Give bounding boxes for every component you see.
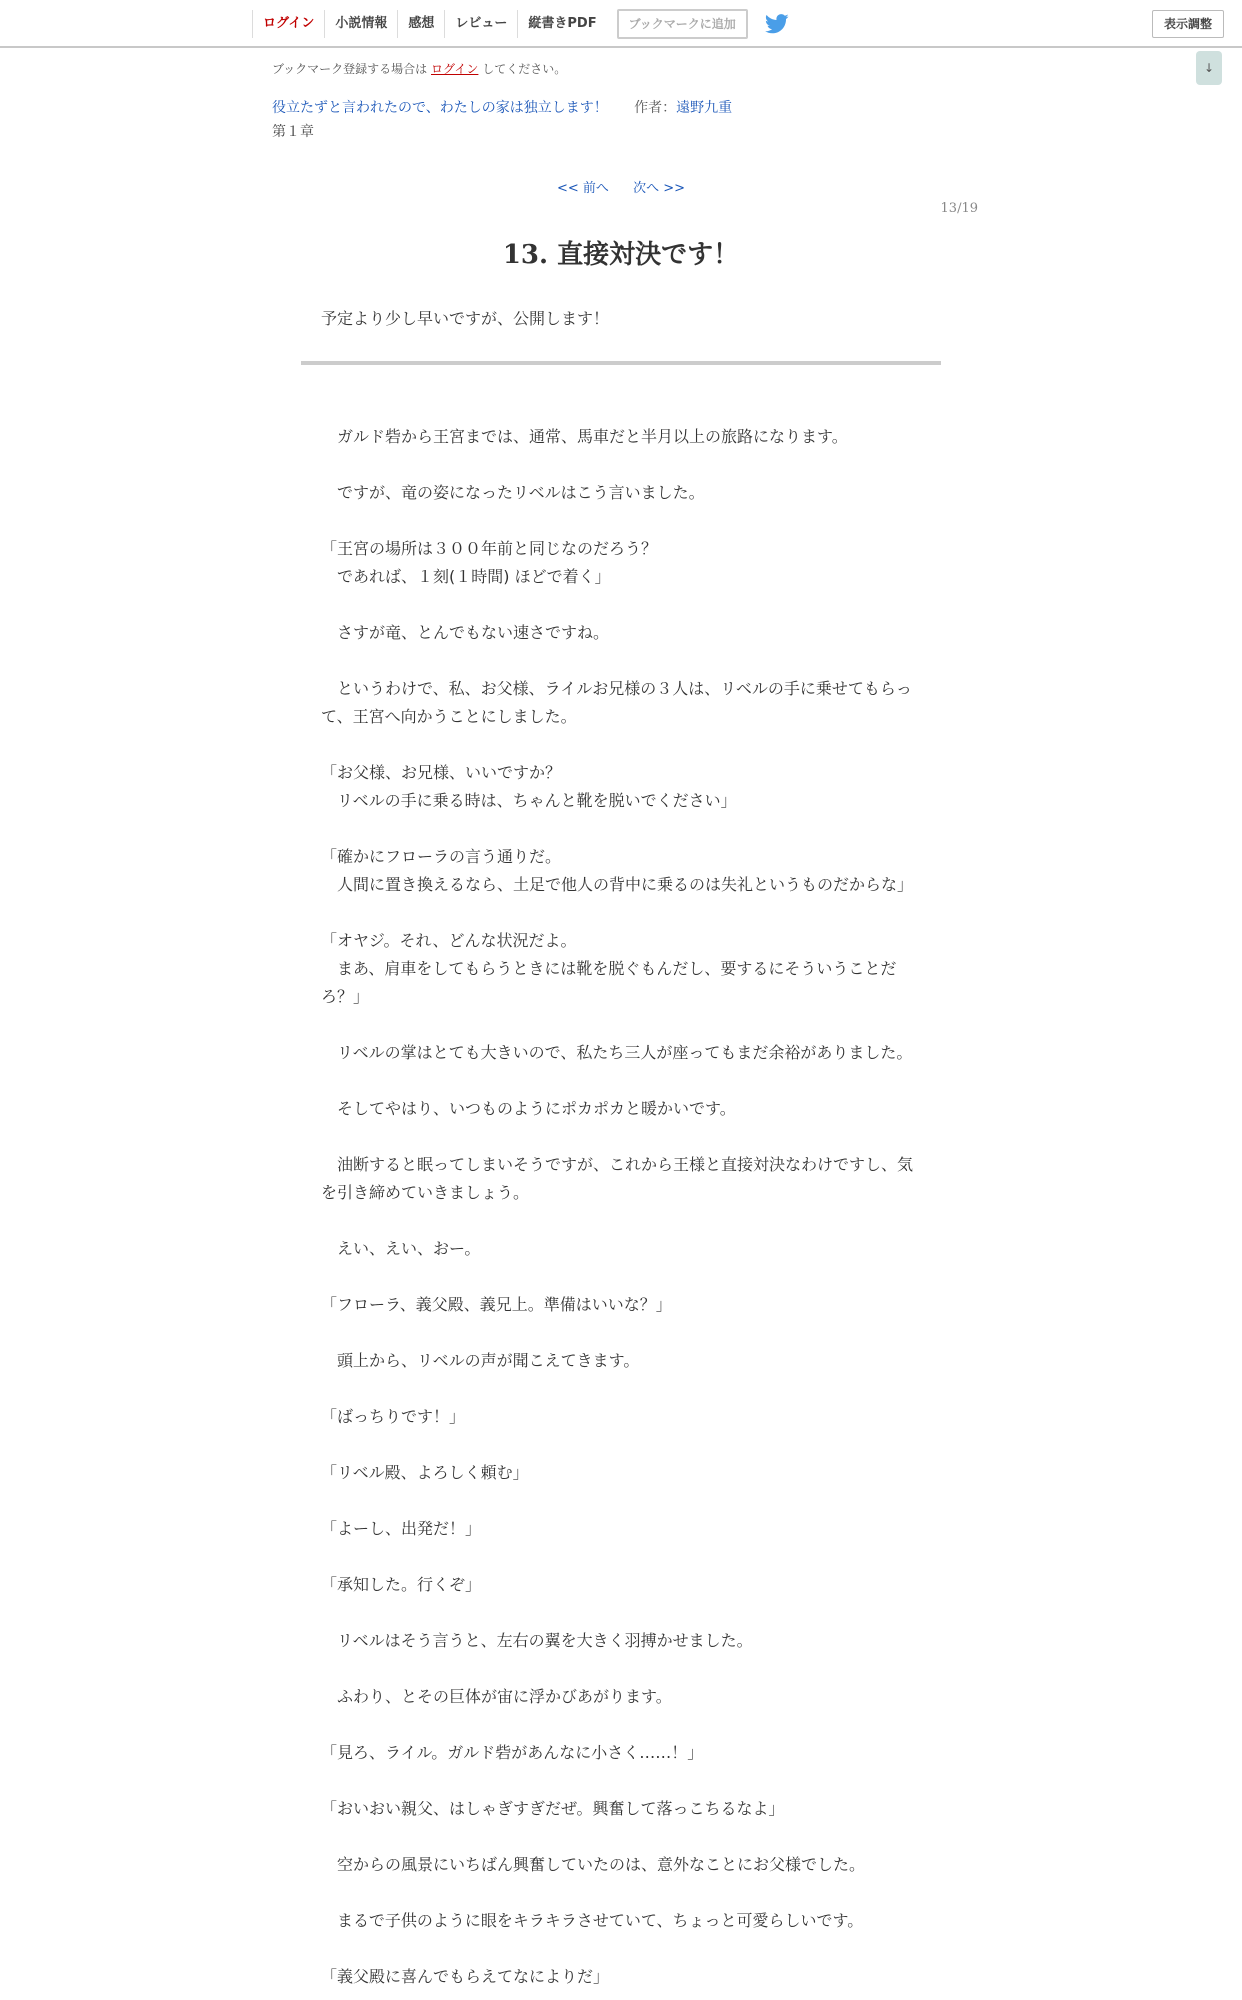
body-line: ふわり、とその巨体が宙に浮かびあがります。	[321, 1687, 672, 1706]
novel-info-line	[272, 97, 732, 117]
bookmark-notice	[272, 60, 566, 77]
preface-divider	[301, 361, 941, 365]
login-link[interactable]: ログイン	[252, 10, 324, 38]
body-line: そしてやはり、いつものようにポカポカと暖かいです。	[321, 1099, 736, 1118]
body-line: えい、えい、おー。	[321, 1239, 481, 1258]
body-line: 「王宮の場所は３００年前と同じなのだろう？	[321, 539, 658, 558]
bookmark-notice-text: ブックマーク登録する場合は	[272, 62, 428, 76]
body-line: ガルド砦から王宮までは、通常、馬車だと半月以上の旅路になります。	[321, 427, 848, 446]
body-line: 「よーし、出発だ！」	[321, 1519, 482, 1538]
body-line: リベルの掌はとても大きいので、私たち三人が座ってもまだ余裕がありました。	[321, 1043, 913, 1062]
chapter-label: 第１章	[272, 124, 314, 140]
display-adjust-button[interactable]: 表示調整	[1152, 10, 1224, 38]
scroll-down-button[interactable]: ↓	[1196, 51, 1222, 85]
body-line: リベルの手に乗る時は、ちゃんと靴を脱いでください」	[321, 791, 737, 810]
body-line: ですが、竜の姿になったリベルはこう言いました。	[321, 483, 705, 502]
body-line: 頭上から、リベルの声が聞こえてきます。	[321, 1351, 640, 1370]
episode-pager	[0, 177, 1242, 196]
body-line: 「義父殿に喜んでもらえてなによりだ」	[321, 1967, 610, 1986]
body-line: 「承知した。行くぞ」	[321, 1575, 482, 1594]
body-line: 人間に置き換えるなら、土足で他人の背中に乗るのは失礼というものだからな」	[321, 875, 914, 894]
body-line: を引き締めていきましょう。	[321, 1183, 530, 1202]
body-line: 油断すると眠ってしまいそうですが、これから王様と直接対決なわけですし、気	[321, 1155, 914, 1174]
body-line: 「オヤジ。それ、どんな状況だよ。	[321, 931, 577, 950]
novel-title-link[interactable]: 役立たずと言われたので、わたしの家は独立します！	[272, 100, 608, 116]
episode-page-count: 13/19	[940, 201, 978, 216]
impressions-link[interactable]: 感想	[397, 10, 444, 38]
body-line: まあ、肩車をしてもらうときには靴を脱ぐもんだし、要するにそういうことだ	[321, 959, 897, 978]
body-line: 「ばっちりです！」	[321, 1407, 466, 1426]
body-line: 「おいおい親父、はしゃぎすぎだぜ。興奮して落っこちるなよ」	[321, 1799, 785, 1818]
body-line: 「リベル殿、よろしく頼む」	[321, 1463, 529, 1482]
vertical-pdf-link[interactable]: 縦書きPDF	[517, 10, 606, 38]
episode-body	[321, 423, 921, 1991]
body-line: 「見ろ、ライル。ガルド砦があんなに小さく……！」	[321, 1743, 704, 1762]
body-line: 「確かにフローラの言う通りだ。	[321, 847, 562, 866]
author-link[interactable]: 遠野九重	[676, 100, 733, 116]
episode-title: 13. 直接対決です！	[502, 240, 740, 270]
body-line: 「フローラ、義父殿、義兄上。準備はいいな？」	[321, 1295, 672, 1314]
twitter-bird-icon	[765, 14, 789, 34]
review-link[interactable]: レビュー	[444, 10, 517, 38]
top-navigation-bar	[0, 0, 1242, 48]
bookmark-notice-text-end: してください。	[482, 62, 567, 76]
body-line: さすが竜、とんでもない速さですね。	[321, 623, 610, 642]
body-line: というわけで、私、お父様、ライルお兄様の３人は、リベルの手に乗せてもらっ	[321, 679, 912, 698]
body-line: であれば、１刻(１時間) ほどで着く」	[321, 567, 611, 586]
body-line: 「お父様、お兄様、いいですか？	[321, 763, 562, 782]
add-bookmark-button[interactable]: ブックマークに追加	[617, 9, 748, 39]
notice-login-link[interactable]: ログイン	[431, 62, 479, 76]
novel-info-link[interactable]: 小説情報	[324, 10, 397, 38]
episode-preface: 予定より少し早いですが、公開します！	[321, 309, 610, 328]
body-line: まるで子供のように眼をキラキラさせていて、ちょっと可愛らしいです。	[321, 1911, 864, 1930]
prev-episode-link[interactable]: << 前へ	[557, 181, 609, 196]
body-line: 空からの風景にいちばん興奮していたのは、意外なことにお父様でした。	[321, 1855, 866, 1874]
next-episode-link[interactable]: 次へ >>	[633, 181, 685, 196]
twitter-share-button[interactable]	[764, 13, 790, 35]
author-label: 作者：	[634, 100, 677, 116]
body-line: て、王宮へ向かうことにしました。	[321, 707, 577, 726]
header-nav	[252, 10, 790, 38]
body-line: ろ？」	[321, 987, 370, 1006]
body-line: リベルはそう言うと、左右の翼を大きく羽搏かせました。	[321, 1631, 753, 1650]
